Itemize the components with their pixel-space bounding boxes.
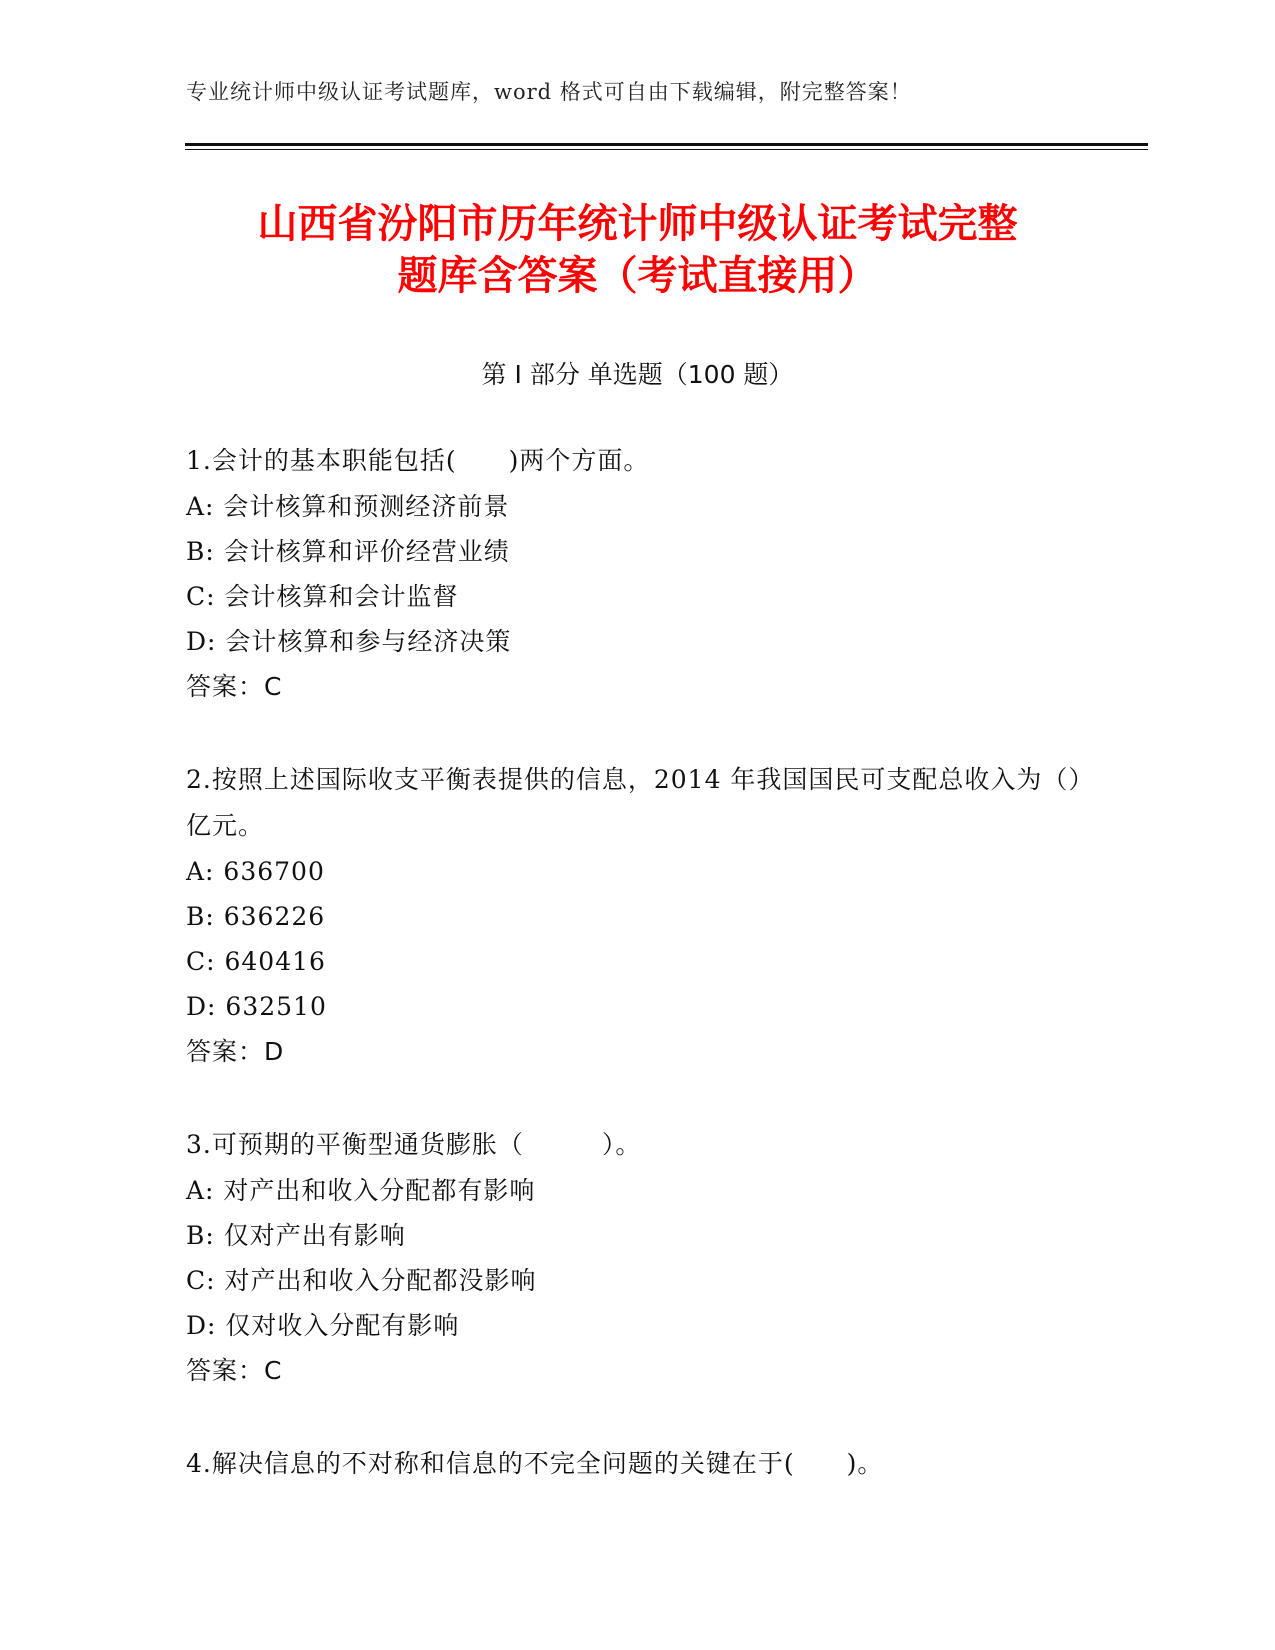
option-a: A: 对产出和收入分配都有影响 bbox=[186, 1176, 536, 1205]
option-a: A: 636700 bbox=[186, 857, 325, 886]
option-b: B: 会计核算和评价经营业绩 bbox=[186, 537, 510, 566]
option-d: D: 会计核算和参与经济决策 bbox=[186, 627, 512, 656]
header-rule-thick bbox=[185, 143, 1148, 146]
answer: 答案：D bbox=[186, 1037, 285, 1066]
question-stem: 3.可预期的平衡型通货膨胀（ ）。 bbox=[186, 1130, 642, 1159]
option-b: B: 636226 bbox=[186, 902, 326, 931]
question-stem: 2.按照上述国际收支平衡表提供的信息，2014 年我国国民可支配总收入为（）亿元。 bbox=[186, 765, 1082, 840]
answer: 答案：C bbox=[186, 672, 283, 701]
header-note: 专业统计师中级认证考试题库，word 格式可自由下载编辑，附完整答案！ bbox=[186, 80, 912, 104]
question-stem: 1.会计的基本职能包括( )两个方面。 bbox=[186, 446, 650, 475]
title-line-1: 山西省汾阳市历年统计师中级认证考试完整 bbox=[257, 201, 1018, 247]
question-4 bbox=[186, 1441, 1086, 1487]
option-a: A: 会计核算和预测经济前景 bbox=[186, 492, 510, 521]
question-1 bbox=[186, 438, 1086, 709]
option-d: D: 仅对收入分配有影响 bbox=[186, 1311, 460, 1340]
option-b: B: 仅对产出有影响 bbox=[186, 1221, 406, 1250]
question-list bbox=[186, 438, 1086, 1535]
option-c: C: 会计核算和会计监督 bbox=[186, 582, 459, 611]
option-c: C: 640416 bbox=[186, 947, 326, 976]
option-c: C: 对产出和收入分配都没影响 bbox=[186, 1266, 537, 1295]
question-3 bbox=[186, 1122, 1086, 1393]
document-title bbox=[150, 198, 1125, 302]
header-rule-thin bbox=[185, 149, 1148, 150]
option-d: D: 632510 bbox=[186, 992, 327, 1021]
question-2 bbox=[186, 757, 1086, 1074]
title-line-2: 题库含答案（考试直接用） bbox=[397, 253, 878, 299]
answer: 答案：C bbox=[186, 1356, 283, 1385]
section-title: 第 I 部分 单选题（100 题） bbox=[481, 360, 794, 389]
question-stem: 4.解决信息的不对称和信息的不完全问题的关键在于( )。 bbox=[186, 1449, 884, 1478]
